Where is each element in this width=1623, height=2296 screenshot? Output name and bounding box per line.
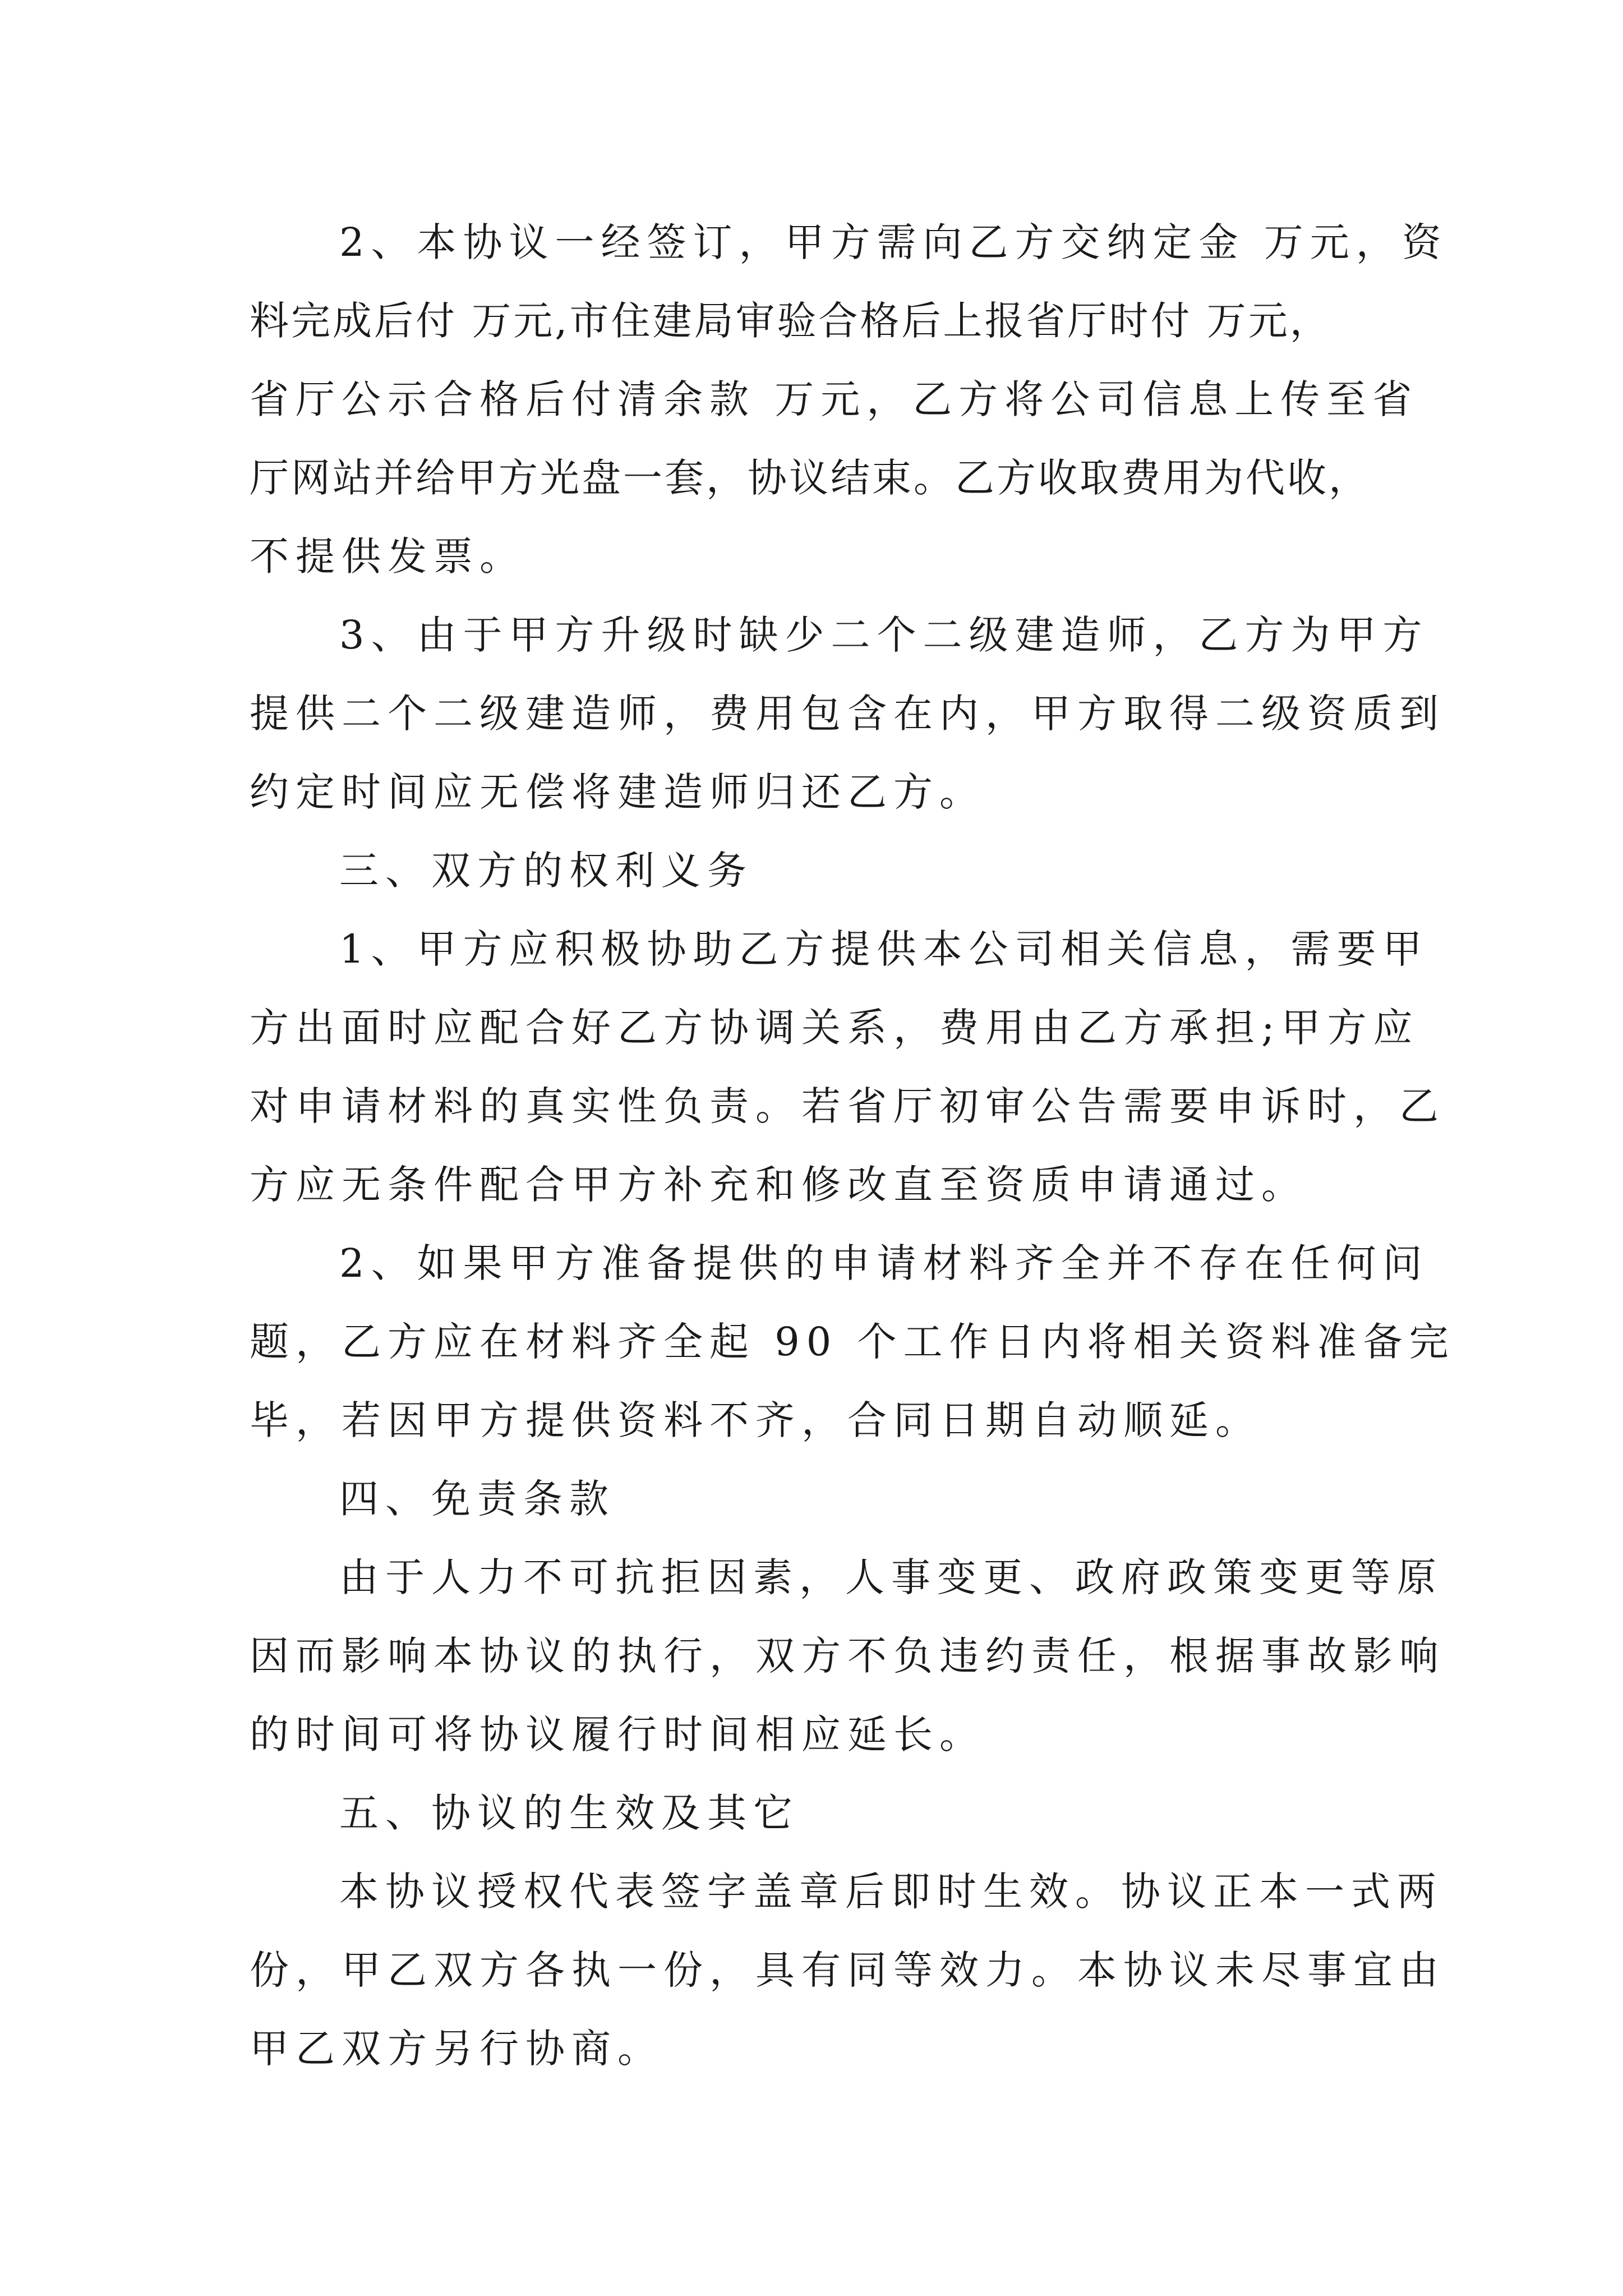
document-line: 三、双方的权利义务 — [339, 848, 753, 894]
document-line: 省厅公示合格后付清余款 万元，乙方将公司信息上传至省 — [250, 376, 1419, 422]
document-line: 本协议授权代表签字盖章后即时生效。协议正本一式两 — [339, 1869, 1443, 1915]
document-line: 不提供发票。 — [250, 533, 525, 579]
document-line: 厅网站并给甲方光盘一套，协议结束。乙方收取费用为代收， — [250, 455, 1370, 501]
document-line: 份，甲乙双方各执一份，具有同等效力。本协议未尽事宜由 — [250, 1947, 1445, 1993]
document-body — [250, 203, 1455, 2088]
document-line: 方应无条件配合甲方补充和修改直至资质申请通过。 — [250, 1162, 1307, 1208]
document-line: 由于人力不可抗拒因素，人事变更、政府政策变更等原 — [339, 1554, 1443, 1600]
document-line: 毕，若因甲方提供资料不齐，合同日期自动顺延。 — [250, 1397, 1261, 1443]
document-line: 约定时间应无偿将建造师归还乙方。 — [250, 769, 985, 815]
document-line: 2、如果甲方准备提供的申请材料齐全并不存在任何问 — [339, 1240, 1429, 1286]
document-line: 甲乙双方另行协商。 — [250, 2026, 663, 2072]
document-line: 对申请材料的真实性负责。若省厅初审公告需要申诉时，乙 — [250, 1083, 1445, 1129]
document-line: 因而影响本协议的执行，双方不负违约责任，根据事故影响 — [250, 1633, 1445, 1679]
document-line: 题，乙方应在材料齐全起 90 个工作日内将相关资料准备完 — [250, 1319, 1455, 1365]
document-line: 方出面时应配合好乙方协调关系，费用由乙方承担;甲方应 — [250, 1005, 1419, 1051]
document-line: 四、免责条款 — [339, 1476, 615, 1522]
document-line: 1、甲方应积极协助乙方提供本公司相关信息，需要甲 — [339, 926, 1429, 972]
document-line: 2、本协议一经签订，甲方需向乙方交纳定金 万元，资 — [339, 219, 1448, 265]
document-line: 五、协议的生效及其它 — [339, 1790, 799, 1836]
document-line: 料完成后付 万元,市住建局审验合格后上报省厅时付 万元， — [250, 298, 1331, 344]
document-line: 提供二个二级建造师，费用包含在内，甲方取得二级资质到 — [250, 691, 1445, 737]
document-line: 的时间可将协议履行时间相应延长。 — [250, 1711, 985, 1757]
document-line: 3、由于甲方升级时缺少二个二级建造师，乙方为甲方 — [339, 612, 1429, 658]
